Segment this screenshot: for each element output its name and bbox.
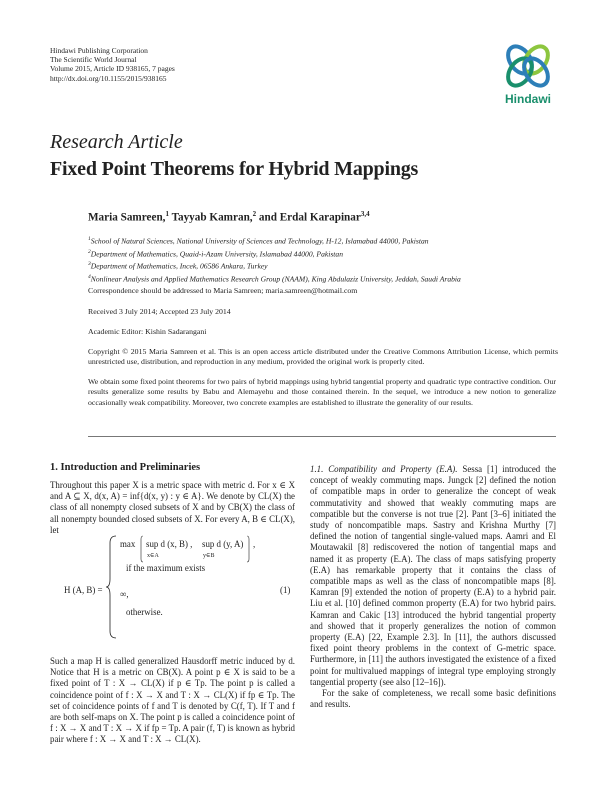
author-name: Tayyab Kamran, xyxy=(168,211,253,224)
correspondence: Correspondence should be addressed to Maria Samreen; maria.samreen@hotmail.com xyxy=(88,286,358,295)
affiliation-item: $^2$Department of Mathematics, Quaid-i-Azam University, Islamabad 44000, Pakistan xyxy=(88,248,344,259)
sup-term-2: sup d (y, A) xyxy=(202,539,244,549)
left-column-para-2: Such a map H is called generalized Hausdorff metric induced by d. Notice that H is a metric on CB(X). A point p ∈ X is said to be a fixed point of T : X → CL(X) if p ∈ Tp. The point p is called a coincidence point of f : X → X and T : X → CL(X) if fp ∈ Tp. The set of coincidence points of f and T is denoted by C(f, T). If T and f are both self-maps on X. The point p is called a coincidence point of f : X → X and T : X → X if fp = Tp. A pair (f, T) is known as hybrid pair where f : X → X and T : X → CL(X). xyxy=(50,656,295,745)
right-column xyxy=(310,464,556,710)
divider xyxy=(88,436,556,437)
equation-comma: , xyxy=(253,539,256,549)
author-sup: 3,4 xyxy=(360,210,370,218)
author-name: Maria Samreen, xyxy=(88,211,166,224)
left-brace-icon xyxy=(106,535,118,639)
affiliation-item: $^4$Nonlinear Analysis and Applied Mathematics Research Group (NAAM), King Abdulaziz University, Jeddah, Saudi Arabia xyxy=(88,273,461,284)
equation-number: (1) xyxy=(280,585,291,595)
academic-editor: Academic Editor: Kishin Sadarangani xyxy=(88,327,207,336)
inner-brace-left-icon xyxy=(140,535,144,563)
doi-link[interactable]: http://dx.doi.org/10.1155/2015/938165 xyxy=(50,73,167,83)
page-title: Fixed Point Theorems for Hybrid Mappings xyxy=(50,158,419,180)
received-dates: Received 3 July 2014; Accepted 23 July 2014 xyxy=(88,307,231,316)
author-sup: 1 xyxy=(165,210,169,218)
otherwise-text: otherwise. xyxy=(126,607,163,617)
author-name: and Erdal Karapinar xyxy=(256,211,361,224)
journal-name: The Scientific World Journal xyxy=(50,55,137,65)
affiliation-item: $^3$Department of Mathematics, Incek, 06586 Ankara, Turkey xyxy=(88,261,268,271)
journal-header xyxy=(50,46,175,83)
hindawi-logo-text: Hindawi xyxy=(504,92,551,106)
equation-lhs: H (A, B) = xyxy=(64,585,103,595)
abstract: We obtain some fixed point theorems for two pairs of hybrid mappings using hybrid tangential property and quadratic type contractive condition. Our results generalize some results by Babu and Alemayehu and those contained therein. In the sequel, we introduce a new notion to generalize occasionally weak compatibility. Moreover, two concrete examples are established to illustrate the generality of our results. xyxy=(88,377,556,407)
subsection-heading: 1.1. Compatibility and Property (E.A). xyxy=(310,464,458,474)
affiliation-item: $^1$School of Natural Sciences, National University of Sciences and Technology, H-12, Islamabad 44000, Pakistan xyxy=(88,236,429,246)
max-operator: max xyxy=(120,539,136,549)
infinity-value: ∞, xyxy=(120,589,129,599)
author-list xyxy=(88,210,370,224)
volume-info: Volume 2015, Article ID 938165, 7 pages xyxy=(50,64,175,74)
affiliations xyxy=(88,234,568,284)
sup-sub-2: y∈B xyxy=(203,553,215,559)
copyright-notice: Copyright © 2015 Maria Samreen et al. This is an open access article distributed under the Creative Commons Attribution License, which permits unrestricted use, distribution, and reproduction in any medium, provided the original work is properly cited. xyxy=(88,347,558,366)
section-heading: 1. Introduction and Preliminaries xyxy=(50,462,201,473)
right-column-para-2: For the sake of completeness, we recall some basic definitions and results. xyxy=(310,688,556,710)
condition-text: if the maximum exists xyxy=(126,563,206,573)
hindawi-logo xyxy=(498,40,558,110)
equation-1 xyxy=(50,535,295,643)
sup-term-1: sup d (x, B) , xyxy=(146,539,193,549)
publisher: Hindawi Publishing Corporation xyxy=(50,46,148,55)
sup-sub-1: x∈A xyxy=(147,553,159,559)
article-type: Research Article xyxy=(50,131,183,153)
left-column-para-1: Throughout this paper X is a metric space with metric d. For x ∈ X and A ⊆ X, d(x, A) = inf{d(x, y) : y ∈ A}. We denote by CL(X) the class of all nonempty closed subsets of X and by CB(X) the class of all nonempty bounded closed subsets of X. For every A, B ∈ CL(X), let xyxy=(50,480,295,535)
right-column-para-1: 1.1. Compatibility and Property (E.A). Sessa [1] introduced the concept of weakly commuting maps. Jungck [2] defined the notion of compatible maps in order to generalize the concept of weak commutativity and showed that weakly commuting maps are compatible but the converse is not true [2]. Pant [3–6] initiated the study of noncompatible maps. Sastry and Krishna Murthy [7] defined the notion of tangential single-valued maps. Aamri and El Moutawakil [8] rediscovered the notion of tangential maps and named it as property (E.A). The class of maps satisfying property (E.A) has remarkable property that it contains the class of compatible maps as well as the class of noncompatible maps [8]. Kamran [9] extended the notion of property (E.A) to a hybrid pair. Liu et al. [10] defined common property (E.A) for two hybrid pairs. Kamran and Cakic [13] introduced the hybrid tangential property and showed that it properly generalizes the notion of common property (E.A) [22, Example 2.3]. In [11], the authors discussed fixed point theory problems in the context of G-metric space. Furthermore, in [11] the authors investigated the existence of a fixed point for multivalued mappings of integral type employing strongly tangential property (see also [12–16]). xyxy=(310,464,556,687)
author-sup: 2 xyxy=(252,210,257,218)
hindawi-logo-icon xyxy=(498,40,558,92)
inner-brace-right-icon xyxy=(246,535,250,563)
